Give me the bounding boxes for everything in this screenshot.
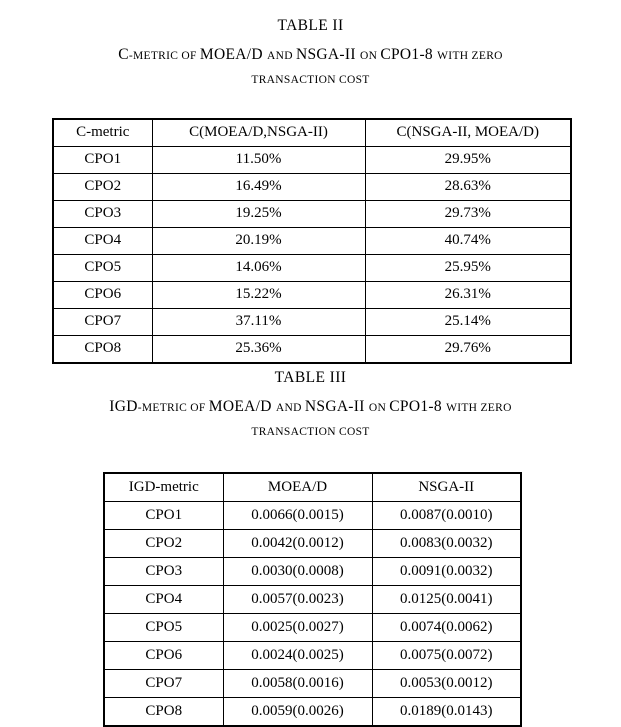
table-row [53,336,571,364]
table-row [53,228,571,255]
caption-three-seg-d: AND [275,401,305,414]
row-label: CPO6 [104,642,223,670]
row-label: CPO5 [104,614,223,642]
caption-two-seg-f: ON [359,49,381,62]
table-row [104,614,521,642]
cell-value: 0.0075(0.0072) [372,642,521,670]
table-three-header-cell: MOEA/D [223,473,372,502]
table-row [104,558,521,586]
cell-value: 0.0189(0.0143) [372,698,521,727]
table-two-caption-line-2: TRANSACTION COST [251,74,370,86]
caption-three-seg-h: WITH ZERO [446,401,512,414]
table-row [53,282,571,309]
table-three-caption-line-1 [0,399,621,415]
cell-value: 14.06% [152,255,365,282]
table-two-caption-line-1 [0,47,621,63]
table-row [104,586,521,614]
cell-value: 25.95% [365,255,571,282]
caption-two-seg-h: WITH ZERO [437,49,503,62]
cell-value: 0.0057(0.0023) [223,586,372,614]
table-two-container [52,118,572,364]
row-label: CPO3 [53,201,152,228]
table-two-header-cell: C(MOEA/D,NSGA-II) [152,119,365,147]
table-three-caption-title: TABLE III [274,369,347,386]
caption-two-seg-d: AND [267,49,296,62]
cell-value: 0.0058(0.0016) [223,670,372,698]
caption-two-seg-e: NSGA-II [296,45,360,63]
table-row [104,502,521,530]
cell-value: 0.0125(0.0041) [372,586,521,614]
caption-three-seg-a: IGD [109,397,138,415]
cell-value: 28.63% [365,174,571,201]
cell-value: 0.0091(0.0032) [372,558,521,586]
row-label: CPO7 [53,309,152,336]
table-row [53,174,571,201]
table-three-caption [0,370,621,439]
row-label: CPO8 [104,698,223,727]
row-label: CPO5 [53,255,152,282]
table-row [104,698,521,727]
cell-value: 20.19% [152,228,365,255]
cell-value: 15.22% [152,282,365,309]
cell-value: 25.36% [152,336,365,364]
caption-two-seg-a: C [118,45,129,63]
caption-three-seg-b: -METRIC OF [137,401,209,414]
table-two-header-row [53,119,571,147]
cell-value: 0.0083(0.0032) [372,530,521,558]
cell-value: 0.0059(0.0026) [223,698,372,727]
row-label: CPO6 [53,282,152,309]
cell-value: 0.0030(0.0008) [223,558,372,586]
caption-two-seg-b: -METRIC OF [128,49,200,62]
table-three-caption-line-2: TRANSACTION COST [251,426,370,438]
row-label: CPO4 [53,228,152,255]
row-label: CPO4 [104,586,223,614]
cell-value: 11.50% [152,147,365,174]
cell-value: 0.0025(0.0027) [223,614,372,642]
cell-value: 29.73% [365,201,571,228]
cell-value: 26.31% [365,282,571,309]
row-label: CPO2 [53,174,152,201]
caption-three-seg-f: ON [368,401,390,414]
cell-value: 0.0042(0.0012) [223,530,372,558]
row-label: CPO7 [104,670,223,698]
table-row [53,147,571,174]
caption-two-seg-g: CPO1-8 [380,45,438,63]
cell-value: 29.95% [365,147,571,174]
table-two-header-cell: C(NSGA-II, MOEA/D) [365,119,571,147]
table-three [103,472,522,727]
table-three-header-row [104,473,521,502]
cell-value: 16.49% [152,174,365,201]
row-label: CPO2 [104,530,223,558]
table-two-header-cell: C-metric [53,119,152,147]
caption-three-seg-e: NSGA-II [304,397,369,415]
cell-value: 37.11% [152,309,365,336]
caption-three-seg-c: MOEA/D [208,397,276,415]
table-two-caption-title: TABLE II [277,17,344,34]
row-label: CPO1 [53,147,152,174]
cell-value: 0.0074(0.0062) [372,614,521,642]
row-label: CPO1 [104,502,223,530]
cell-value: 0.0087(0.0010) [372,502,521,530]
row-label: CPO8 [53,336,152,364]
table-row [104,670,521,698]
row-label: CPO3 [104,558,223,586]
cell-value: 40.74% [365,228,571,255]
table-row [104,642,521,670]
cell-value: 19.25% [152,201,365,228]
table-two-caption [0,18,621,87]
table-row [53,255,571,282]
caption-three-seg-g: CPO1-8 [389,397,447,415]
caption-two-seg-c: MOEA/D [199,45,267,63]
table-row [104,530,521,558]
table-row [53,309,571,336]
cell-value: 0.0066(0.0015) [223,502,372,530]
table-row [53,201,571,228]
table-two [52,118,572,364]
table-three-header-cell: IGD-metric [104,473,223,502]
table-three-container [103,472,522,727]
cell-value: 0.0024(0.0025) [223,642,372,670]
cell-value: 0.0053(0.0012) [372,670,521,698]
cell-value: 29.76% [365,336,571,364]
table-three-header-cell: NSGA-II [372,473,521,502]
cell-value: 25.14% [365,309,571,336]
